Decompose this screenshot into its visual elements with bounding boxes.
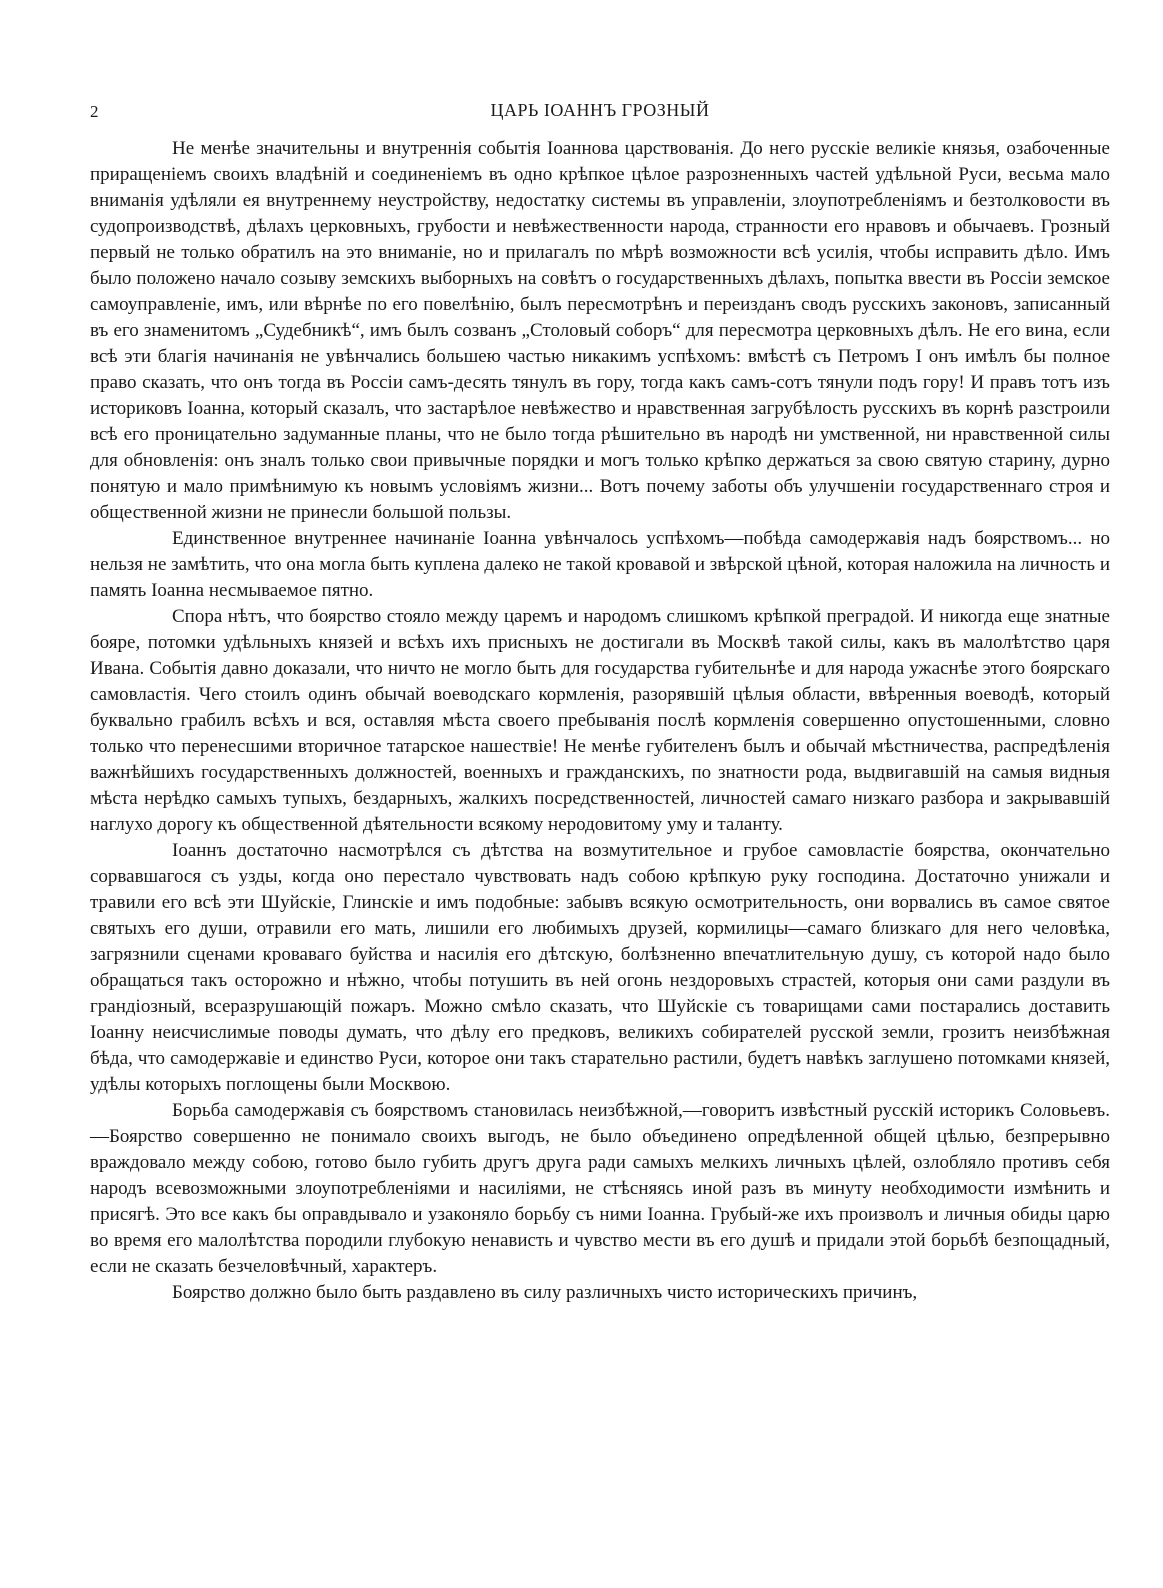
paragraph: Іоаннъ достаточно насмотрѣлся съ дѣтства на возмутительное и грубое самовластіе боярства, окончательно сорвавшагося съ узды, когда оно перестало чувствовать надъ собою крѣпкую руку господина. Достаточно унижали и травили его всѣ эти Шуйскіе, Глинскіе и имъ подобные: забывъ всякую осмотрительность, они ворвались въ самое святое святыхъ его души, отравили его мать, лишили его любимыхъ друзей, кормилицы—самаго близкаго для него человѣка, загрязнили сценами кроваваго буйства и насилія его дѣтскую, болѣзненно впечатлительную душу, съ которой надо было обращаться такъ осторожно и нѣжно, чтобы потушить въ ней огонь нездоровыхъ страстей, которыя они сами раздули въ грандіозный, всеразрушающій пожаръ. Можно смѣло сказать, что Шуйскіе съ товарищами сами постарались доставить Іоанну неисчислимые поводы думать, что дѣлу его предковъ, великихъ собирателей русской земли, грозитъ неизбѣжная бѣда, что самодержавіе и единство Руси, которое они такъ старательно растили, будетъ навѣкъ заглушено потомками князей, удѣлы которыхъ поглощены были Москвою. [90, 840, 1110, 1095]
page-header [90, 96, 1110, 136]
book-page [90, 96, 1110, 1306]
running-title: ЦАРЬ ІОАННЪ ГРОЗНЫЙ [490, 100, 710, 120]
paragraph: Борьба самодержавія съ боярствомъ становилась неизбѣжной,—говоритъ извѣстный русскій историкъ Соловьевъ.—Боярство совершенно не понимало своихъ выгодъ, не было объединено опредѣленной общей цѣлью, безпрерывно враждовало между собою, готово было губить другъ друга ради самыхъ мелкихъ личныхъ цѣлей, озлобляло противъ себя народъ всевозможными злоупотребленіями и насиліями, не стѣсняясь иной разъ въ минуту необходимости измѣнить и присягѣ. Это все какъ бы оправдывало и узаконяло борьбу съ ними Іоанна. Грубый-же ихъ произволъ и личныя обиды царю во время его малолѣтства породили глубокую ненависть и чувство мести въ его душѣ и придали этой борьбѣ безпощадный, если не сказать безчеловѣчный, характеръ. [90, 1100, 1110, 1277]
body-text [90, 136, 1110, 1306]
paragraph: Единственное внутреннее начинаніе Іоанна увѣнчалось успѣхомъ—побѣда самодержавія надъ боярствомъ... но нельзя не замѣтить, что она могла быть куплена далеко не такой кровавой и звѣрской цѣной, которая наложила на личность и память Іоанна несмываемое пятно. [90, 528, 1110, 601]
paragraph: Спора нѣтъ, что боярство стояло между царемъ и народомъ слишкомъ крѣпкой преградой. И никогда еще знатные бояре, потомки удѣльныхъ князей и всѣхъ ихъ присныхъ не достигали въ Москвѣ такой силы, какъ въ малолѣтство царя Ивана. Событія давно доказали, что ничто не могло быть для государства губительнѣе и для народа ужаснѣе этого боярскаго самовластія. Чего стоилъ одинъ обычай воеводскаго кормленія, разорявшій цѣлыя области, ввѣренныя воеводѣ, который буквально грабилъ всѣхъ и вся, оставляя мѣста своего пребыванія послѣ кормленія совершенно опустошенными, словно только что перенесшими вторичное татарское нашествіе! Не менѣе губителенъ былъ и обычай мѣстничества, распредѣленія важнѣйшихъ государственныхъ должностей, военныхъ и гражданскихъ, по знатности рода, выдвигавшій на самыя видныя мѣста нерѣдко самыхъ тупыхъ, бездарныхъ, жалкихъ посредственностей, личностей самаго низкаго разбора и закрывавшій наглухо дорогу къ общественной дѣятельности всякому неродовитому уму и таланту. [90, 606, 1110, 835]
page-number: 2 [90, 102, 99, 121]
paragraph: Не менѣе значительны и внутреннія событія Іоаннова царствованія. До него русскіе великіе князья, озабоченные приращеніемъ своихъ владѣній и соединеніемъ въ одно крѣпкое цѣлое разрозненныхъ частей удѣльной Руси, весьма мало вниманія удѣляли ея внутреннему неустройству, недостатку системы въ управленіи, злоупотребленіямъ и безтолковости въ судопроизводствѣ, дѣлахъ церковныхъ, грубости и невѣжественности народа, странности его нравовъ и обычаевъ. Грозный первый не только обратилъ на это вниманіе, но и прилагалъ по мѣрѣ возможности всѣ усилія, чтобы исправить дѣло. Имъ было положено начало созыву земскихъ выборныхъ на совѣтъ о государственныхъ дѣлахъ, попытка ввести въ Россіи земское самоуправленіе, имъ, или вѣрнѣе по его повелѣнію, былъ пересмотрѣнъ и переизданъ сводъ русскихъ законовъ, записанный въ его знаменитомъ „Судебникѣ“, имъ былъ созванъ „Столовый соборъ“ для пересмотра церковныхъ дѣлъ. Не его вина, если всѣ эти благія начинанія не увѣнчались большею частью никакимъ успѣхомъ: вмѣстѣ съ Петромъ I онъ имѣлъ бы полное право сказать, что онъ тогда въ Россіи самъ-десять тянулъ въ гору, тогда какъ самъ-сотъ тянули подъ гору! И правъ тотъ изъ историковъ Іоанна, который сказалъ, что застарѣлое невѣжество и нравственная загрубѣлость русскихъ въ корнѣ разстроили всѣ его проницательно задуманные планы, что не было тогда рѣшительно въ народѣ ни умственной, ни нравственной силы для обновленія: онъ зналъ только свои привычные порядки и могъ только крѣпко держаться за свою святую старину, дурно понятую и мало примѣнимую къ новымъ условіямъ жизни... Вотъ почему заботы объ улучшеніи государственнаго строя и общественной жизни не принесли большой пользы. [90, 138, 1110, 523]
paragraph: Боярство должно было быть раздавлено въ силу различныхъ чисто историческихъ причинъ, [172, 1282, 918, 1303]
